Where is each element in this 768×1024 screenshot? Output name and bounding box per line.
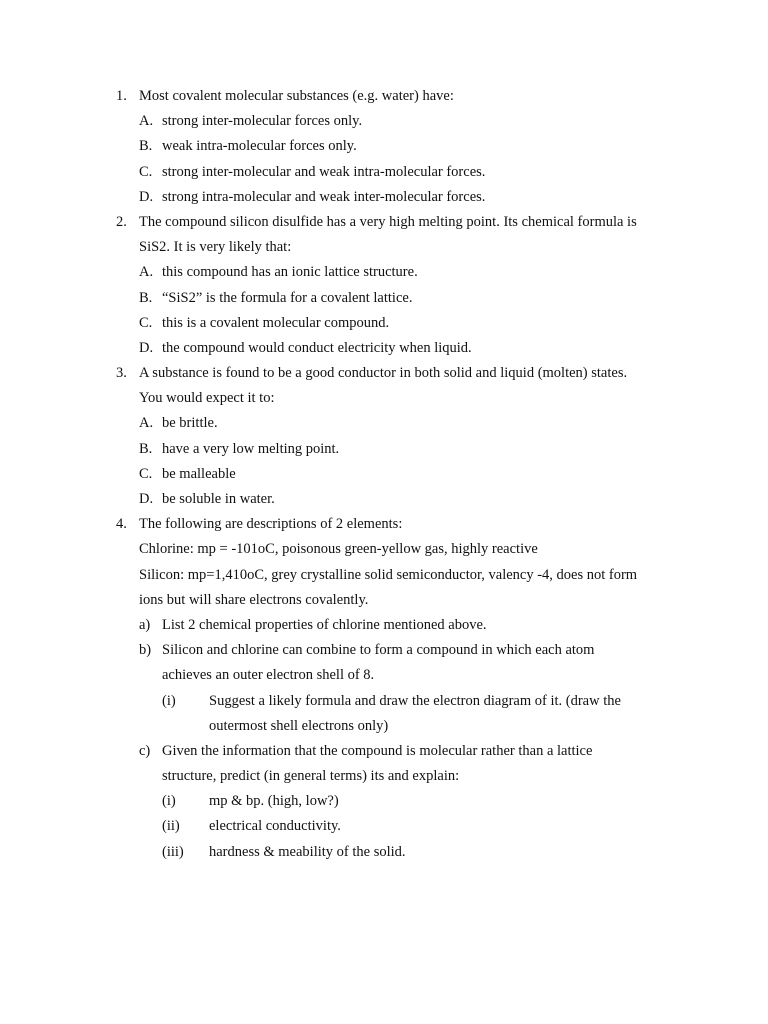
question-2-stem — [0, 210, 768, 235]
part-label: b) — [139, 642, 152, 659]
subpart-c-iii — [0, 840, 768, 865]
question-number: 2. — [116, 213, 127, 230]
silicon-description — [0, 563, 768, 588]
option-letter: D. — [139, 339, 154, 356]
option-text: be soluble in water. — [162, 491, 275, 507]
question-list — [0, 84, 768, 865]
option-letter: C. — [139, 163, 153, 180]
option-text: be brittle. — [162, 415, 218, 432]
option-text: have a very low melting point. — [162, 440, 340, 457]
chlorine-description — [0, 537, 768, 562]
subpart-text: outermost shell electrons only) — [209, 717, 389, 734]
option-b — [0, 134, 768, 159]
subpart-b-i-cont — [0, 714, 768, 739]
option-b — [0, 286, 768, 311]
option-text: strong inter-molecular and weak intra-molecular forces. — [162, 163, 486, 180]
part-text: Silicon and chlorine can combine to form a compound in which each atom — [162, 642, 595, 659]
subpart-text: mp & bp. (high, low?) — [209, 793, 339, 810]
option-letter: C. — [139, 314, 153, 331]
silicon-description-cont — [0, 588, 768, 613]
option-letter: A. — [139, 113, 154, 130]
subpart-label: (iii) — [162, 843, 184, 860]
question-text: The following are descriptions of 2 elements: — [139, 516, 403, 533]
option-d — [0, 336, 768, 361]
subpart-c-ii — [0, 814, 768, 839]
question-1-stem — [0, 84, 768, 109]
subpart-label: (i) — [162, 692, 176, 709]
option-text: strong inter-molecular forces only. — [162, 113, 363, 130]
option-text: strong intra-molecular and weak inter-molecular forces. — [162, 188, 486, 205]
option-text: be malleable — [162, 465, 236, 482]
subpart-label: (ii) — [162, 818, 180, 835]
option-a — [0, 411, 768, 436]
question-2-stem-cont — [0, 235, 768, 260]
part-b — [0, 638, 768, 663]
part-c-cont — [0, 764, 768, 789]
option-text: “SiS2” is the formula for a covalent lattice. — [162, 289, 413, 306]
option-c — [0, 311, 768, 336]
part-label: a) — [139, 616, 151, 633]
question-text: SiS2. It is very likely that: — [139, 239, 292, 256]
question-3-stem — [0, 361, 768, 386]
part-b-cont — [0, 663, 768, 688]
option-b — [0, 437, 768, 462]
question-3-stem-cont — [0, 386, 768, 411]
option-text: this compound has an ionic lattice structure. — [162, 264, 418, 281]
question-text: Silicon: mp=1,410oC, grey crystalline solid semiconductor, valency -4, does not form — [139, 566, 638, 583]
subpart-text: hardness & meability of the solid. — [209, 843, 406, 860]
part-text: List 2 chemical properties of chlorine mentioned above. — [162, 616, 487, 633]
option-text: weak intra-molecular forces only. — [162, 138, 357, 155]
option-a — [0, 260, 768, 285]
part-c — [0, 739, 768, 764]
subpart-c-i — [0, 789, 768, 814]
question-number: 3. — [116, 365, 127, 382]
option-a — [0, 109, 768, 134]
option-c — [0, 462, 768, 487]
subpart-label: (i) — [162, 793, 176, 810]
part-text: structure, predict (in general terms) its and explain: — [162, 768, 460, 785]
question-number: 1. — [116, 88, 127, 104]
question-text: ions but will share electrons covalently. — [139, 591, 369, 608]
question-text: The compound silicon disulfide has a very high melting point. Its chemical formula is — [139, 213, 637, 230]
option-text: this is a covalent molecular compound. — [162, 314, 390, 331]
option-letter: D. — [139, 188, 154, 205]
question-text: Chlorine: mp = -101oC, poisonous green-yellow gas, highly reactive — [139, 541, 538, 558]
question-text: You would expect it to: — [139, 390, 275, 407]
part-label: c) — [139, 742, 151, 759]
subpart-text: electrical conductivity. — [209, 818, 341, 835]
question-number: 4. — [116, 516, 127, 533]
part-text: Given the information that the compound is molecular rather than a lattice — [162, 742, 593, 759]
option-letter: B. — [139, 440, 153, 457]
subpart-text: Suggest a likely formula and draw the electron diagram of it. (draw the — [209, 692, 621, 709]
option-text: the compound would conduct electricity when liquid. — [162, 339, 472, 356]
subpart-b-i — [0, 689, 768, 714]
question-text: Most covalent molecular substances (e.g. water) have: — [139, 88, 454, 104]
option-letter: A. — [139, 415, 154, 432]
option-letter: A. — [139, 264, 154, 281]
option-letter: B. — [139, 138, 153, 155]
option-c — [0, 160, 768, 185]
option-letter: B. — [139, 289, 153, 306]
option-d — [0, 185, 768, 210]
part-text: achieves an outer electron shell of 8. — [162, 667, 375, 684]
option-letter: C. — [139, 465, 153, 482]
option-letter: D. — [139, 491, 154, 507]
question-4-stem — [0, 512, 768, 537]
option-d — [0, 487, 768, 512]
part-a — [0, 613, 768, 638]
question-text: A substance is found to be a good conductor in both solid and liquid (molten) states. — [139, 365, 628, 382]
